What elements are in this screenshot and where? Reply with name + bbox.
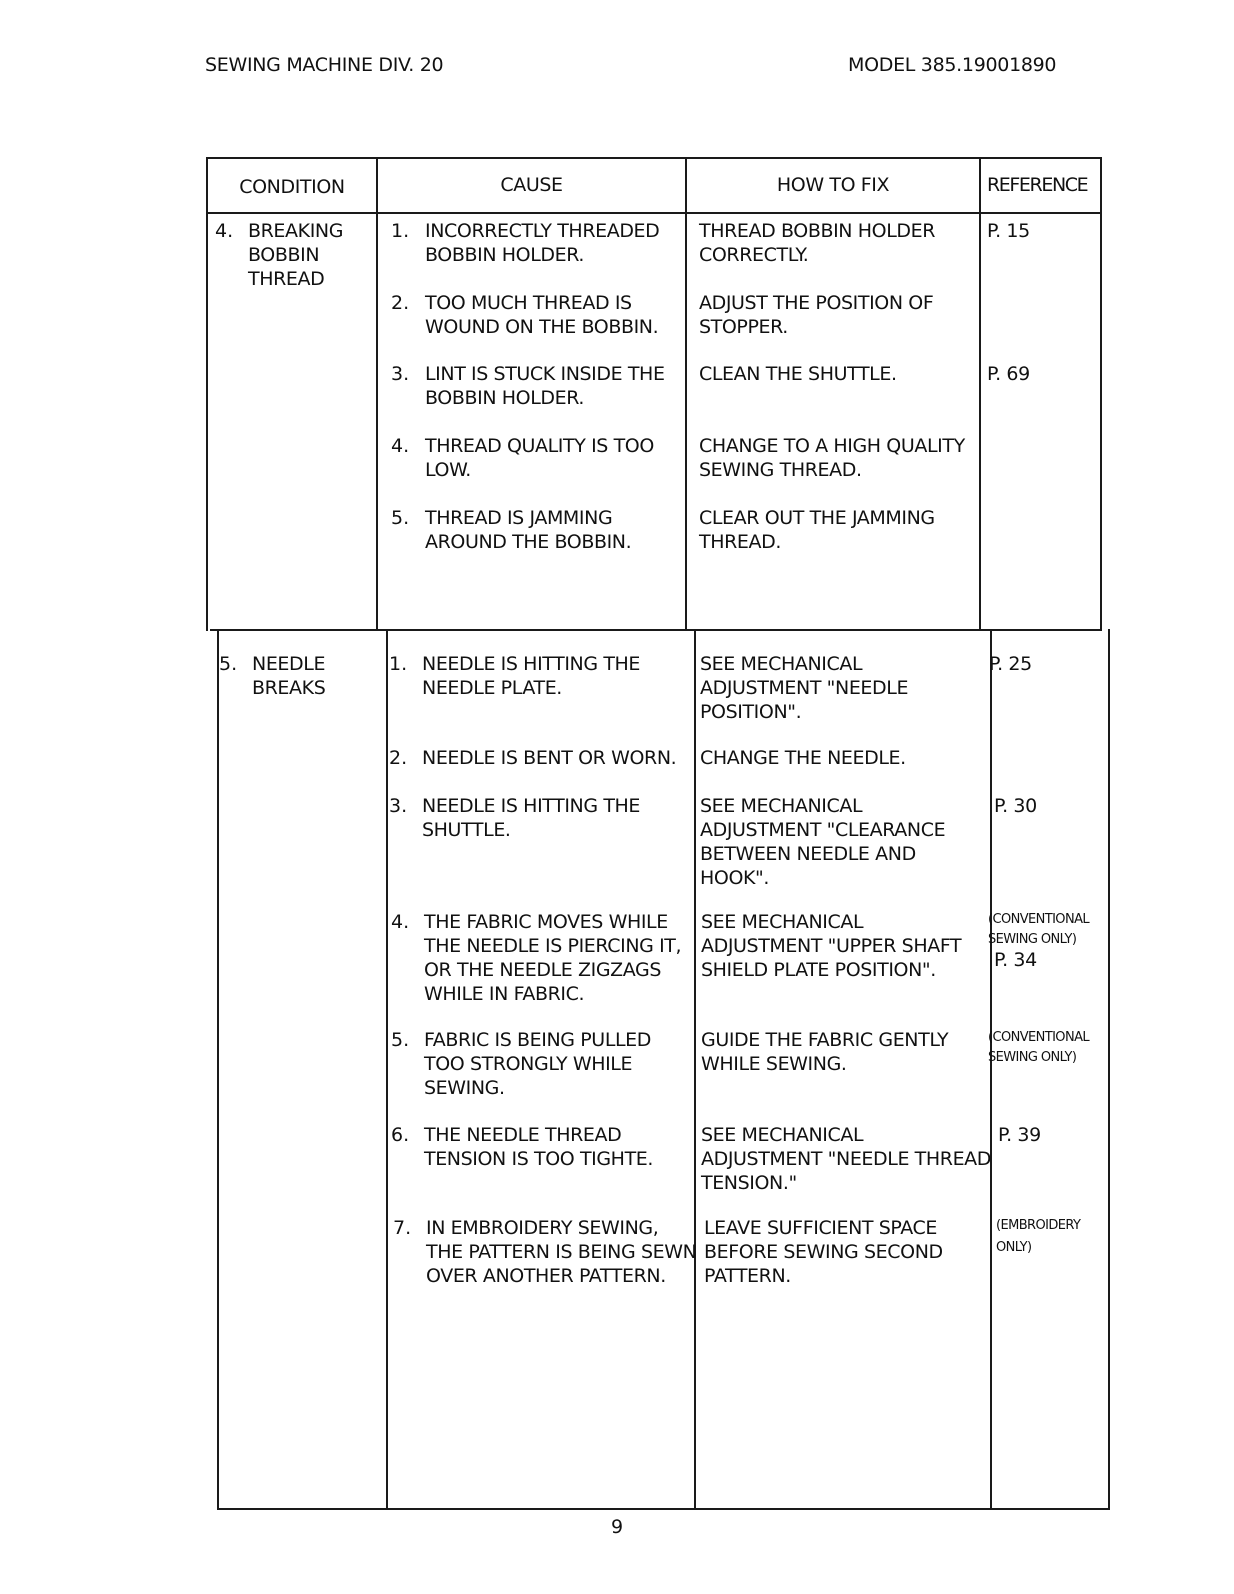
cause-number: 1. xyxy=(391,220,410,242)
fix-line: SEE MECHANICAL xyxy=(700,653,863,675)
fix-line: ADJUSTMENT "UPPER SHAFT xyxy=(701,935,962,957)
col-border-1-top xyxy=(376,157,378,631)
cause-line: SHUTTLE. xyxy=(422,819,511,841)
header-bottom-border xyxy=(206,212,1102,214)
cause-number: 5. xyxy=(391,507,410,529)
cause-line: WOUND ON THE BOBBIN. xyxy=(425,316,659,338)
column-header-condition: CONDITION xyxy=(239,176,345,198)
col-border-3-bottom xyxy=(990,629,992,1510)
cause-line: THE NEEDLE THREAD xyxy=(424,1124,622,1146)
cause-line: BOBBIN HOLDER. xyxy=(425,244,585,266)
condition-line: BREAKING xyxy=(248,220,344,242)
cause-line: SEWING. xyxy=(424,1077,505,1099)
fix-line: LEAVE SUFFICIENT SPACE xyxy=(704,1217,938,1239)
condition-line: NEEDLE xyxy=(252,653,326,675)
fix-line: CORRECTLY. xyxy=(699,244,809,266)
cause-line: INCORRECTLY THREADED xyxy=(425,220,660,242)
fix-line: CHANGE TO A HIGH QUALITY xyxy=(699,435,965,457)
reference-note: (CONVENTIONAL xyxy=(988,1030,1090,1045)
fix-line: PATTERN. xyxy=(704,1265,791,1287)
cause-line: THE NEEDLE IS PIERCING IT, xyxy=(424,935,682,957)
cause-line: LOW. xyxy=(425,459,471,481)
cause-line: TENSION IS TOO TIGHTE. xyxy=(424,1148,654,1170)
fix-line: BETWEEN NEEDLE AND xyxy=(700,843,916,865)
table-top-border xyxy=(206,157,1102,159)
cause-line: AROUND THE BOBBIN. xyxy=(425,531,632,553)
cause-number: 4. xyxy=(391,435,410,457)
cause-line: WHILE IN FABRIC. xyxy=(424,983,585,1005)
fix-line: BEFORE SEWING SECOND xyxy=(704,1241,943,1263)
fix-line: CHANGE THE NEEDLE. xyxy=(700,747,906,769)
fix-line: ADJUSTMENT "NEEDLE THREAD xyxy=(701,1148,992,1170)
col-border-3-top xyxy=(979,157,981,631)
condition-number: 5. xyxy=(219,653,238,675)
cause-line: OVER ANOTHER PATTERN. xyxy=(426,1265,666,1287)
cause-line: TOO MUCH THREAD IS xyxy=(425,292,632,314)
col-border-1-bottom xyxy=(386,629,388,1510)
fix-line: SEE MECHANICAL xyxy=(701,911,864,933)
fix-line: WHILE SEWING. xyxy=(701,1053,847,1075)
reference-note: (EMBROIDERY xyxy=(996,1218,1081,1233)
fix-line: THREAD. xyxy=(699,531,781,553)
cause-number: 2. xyxy=(391,292,410,314)
cause-line: LINT IS STUCK INSIDE THE xyxy=(425,363,665,385)
table-bottom-border xyxy=(217,1508,1110,1510)
page-number: 9 xyxy=(610,1516,624,1538)
cause-line: NEEDLE PLATE. xyxy=(422,677,562,699)
fix-line: CLEAR OUT THE JAMMING xyxy=(699,507,935,529)
reference-note: SEWING ONLY) xyxy=(988,932,1077,947)
cause-number: 3. xyxy=(391,363,410,385)
cause-line: THREAD IS JAMMING xyxy=(425,507,613,529)
cause-line: NEEDLE IS HITTING THE xyxy=(422,795,641,817)
fix-line: STOPPER. xyxy=(699,316,788,338)
reference: P. 30 xyxy=(994,795,1037,817)
header-model: MODEL 385.19001890 xyxy=(848,54,1057,76)
reference-note: (CONVENTIONAL xyxy=(988,912,1090,927)
reference: P. 39 xyxy=(998,1124,1041,1146)
fix-line: THREAD BOBBIN HOLDER xyxy=(699,220,936,242)
fix-line: SEE MECHANICAL xyxy=(700,795,863,817)
header-division: SEWING MACHINE DIV. 20 xyxy=(205,54,444,76)
cause-line: THREAD QUALITY IS TOO xyxy=(425,435,654,457)
condition-number: 4. xyxy=(215,220,234,242)
cause-line: TOO STRONGLY WHILE xyxy=(424,1053,633,1075)
cause-line: OR THE NEEDLE ZIGZAGS xyxy=(424,959,662,981)
fix-line: SEE MECHANICAL xyxy=(701,1124,864,1146)
fix-line: SEWING THREAD. xyxy=(699,459,862,481)
column-header-how-to-fix: HOW TO FIX xyxy=(776,174,890,196)
cause-number: 6. xyxy=(391,1124,410,1146)
reference-note: SEWING ONLY) xyxy=(988,1050,1077,1065)
condition-line: BOBBIN xyxy=(248,244,320,266)
fix-line: CLEAN THE SHUTTLE. xyxy=(699,363,897,385)
col-border-right-top xyxy=(1100,157,1102,631)
col-border-2-top xyxy=(685,157,687,631)
col-border-right-bottom xyxy=(1108,629,1110,1510)
cause-number: 1. xyxy=(389,653,408,675)
reference-note: ONLY) xyxy=(996,1240,1032,1255)
cause-line: NEEDLE IS HITTING THE xyxy=(422,653,641,675)
fix-line: GUIDE THE FABRIC GENTLY xyxy=(701,1029,949,1051)
cause-line: THE FABRIC MOVES WHILE xyxy=(424,911,668,933)
condition-line: THREAD xyxy=(248,268,325,290)
reference: P. 15 xyxy=(987,220,1030,242)
section-divider xyxy=(210,629,1102,631)
fix-line: POSITION". xyxy=(700,701,802,723)
cause-number: 2. xyxy=(389,747,408,769)
cause-number: 3. xyxy=(389,795,408,817)
fix-line: HOOK". xyxy=(700,867,770,889)
cause-line: FABRIC IS BEING PULLED xyxy=(424,1029,652,1051)
cause-line: NEEDLE IS BENT OR WORN. xyxy=(422,747,677,769)
cause-line: THE PATTERN IS BEING SEWN xyxy=(426,1241,697,1263)
reference: P. 25 xyxy=(989,653,1032,675)
reference: P. 34 xyxy=(994,949,1037,971)
fix-line: TENSION." xyxy=(701,1172,797,1194)
reference: P. 69 xyxy=(987,363,1030,385)
fix-line: ADJUSTMENT "CLEARANCE xyxy=(700,819,946,841)
fix-line: ADJUST THE POSITION OF xyxy=(699,292,934,314)
column-header-reference: REFERENCE xyxy=(987,174,1088,196)
column-header-cause: CAUSE xyxy=(500,174,563,196)
cause-line: BOBBIN HOLDER. xyxy=(425,387,585,409)
cause-number: 5. xyxy=(391,1029,410,1051)
fix-line: ADJUSTMENT "NEEDLE xyxy=(700,677,909,699)
col-border-left-top xyxy=(206,157,208,631)
col-border-left-bottom xyxy=(217,629,219,1510)
fix-line: SHIELD PLATE POSITION". xyxy=(701,959,936,981)
condition-line: BREAKS xyxy=(252,677,326,699)
cause-number: 7. xyxy=(393,1217,412,1239)
cause-number: 4. xyxy=(391,911,410,933)
cause-line: IN EMBROIDERY SEWING, xyxy=(426,1217,659,1239)
col-border-2-bottom xyxy=(694,629,696,1510)
